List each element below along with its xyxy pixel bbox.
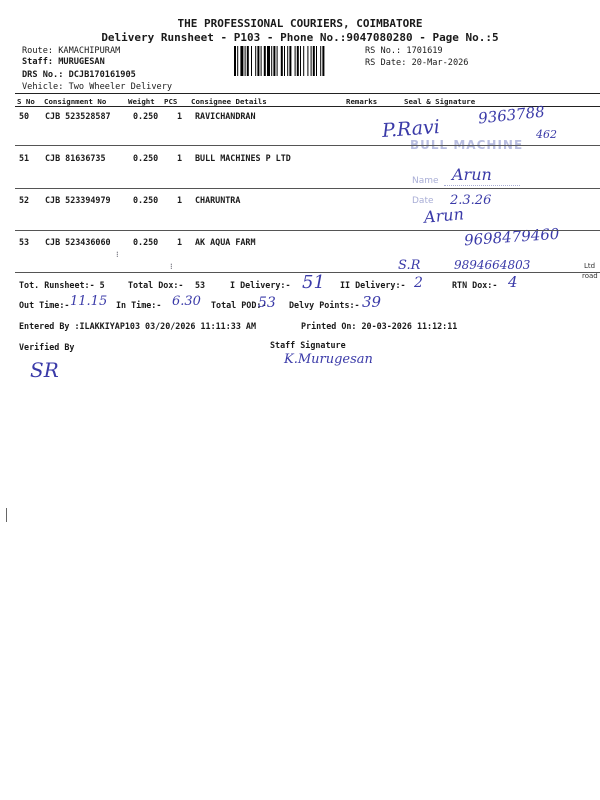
printed-on: Printed On: 20-03-2026 11:12:11 bbox=[301, 321, 458, 331]
rs-date: RS Date: 20-Mar-2026 bbox=[365, 58, 469, 68]
in-time-value: 6.30 bbox=[172, 294, 201, 309]
row-50-consignee: RAVICHANDRAN bbox=[195, 111, 256, 121]
row-52-rule bbox=[15, 230, 600, 231]
row-51-consignee: BULL MACHINES P LTD bbox=[195, 153, 291, 163]
row-50-phone: 9363788 bbox=[477, 102, 546, 128]
staff-label: Staff: MURUGESAN bbox=[22, 57, 105, 67]
out-time-value: 11.15 bbox=[70, 294, 108, 309]
row-51-signature: Arun bbox=[452, 165, 492, 184]
row-50-weight: 0.250 bbox=[133, 111, 159, 121]
ink-marks-2: ⁝ bbox=[170, 262, 173, 271]
row-52-consignee: CHARUNTRA bbox=[195, 195, 241, 205]
barcode-icon bbox=[234, 46, 360, 76]
drs-label: DRS No.: DCJB170161905 bbox=[22, 70, 136, 80]
row-51-weight: 0.250 bbox=[133, 153, 159, 163]
col-remarks: Remarks bbox=[346, 97, 378, 106]
ii-delivery-value: 2 bbox=[414, 275, 423, 291]
row-52-signature: Arun bbox=[423, 204, 465, 227]
row-50-rule bbox=[15, 145, 600, 146]
row-53-signature: S.R bbox=[398, 258, 421, 273]
total-pod-label: Total POD:- bbox=[211, 300, 267, 310]
col-sno: S No bbox=[17, 97, 35, 106]
stamp-name-line bbox=[444, 185, 520, 186]
row-53-sno: 53 bbox=[19, 237, 30, 247]
margin-note: Ltd bbox=[584, 262, 596, 270]
verified-by-signature: SR bbox=[30, 358, 59, 382]
row-50-extra: 462 bbox=[536, 128, 557, 141]
delvy-points-value: 39 bbox=[362, 293, 382, 311]
company-title: THE PROFESSIONAL COURIERS, COIMBATORE bbox=[177, 17, 423, 30]
row-50-pcs: 1 bbox=[177, 111, 183, 121]
runsheet-title: Delivery Runsheet - P103 - Phone No.:9047080280 - Page No.:5 bbox=[101, 31, 499, 44]
row-50-signature: P.Ravi bbox=[381, 116, 441, 142]
row-53-pcs: 1 bbox=[177, 237, 183, 247]
rtn-dox-value: 4 bbox=[508, 273, 518, 291]
col-weight: Weight bbox=[128, 97, 155, 106]
row-51-pcs: 1 bbox=[177, 153, 183, 163]
total-pod-value: 53 bbox=[258, 295, 276, 311]
i-delivery-label: I Delivery:- bbox=[230, 280, 291, 290]
route-label: Route: KAMACHIPURAM bbox=[22, 46, 121, 56]
ink-marks: ⁝ bbox=[116, 250, 119, 259]
entered-by: Entered By :ILAKKIYAP103 03/20/2026 11:11:33 AM bbox=[19, 321, 256, 331]
ii-delivery-label: II Delivery:- bbox=[340, 280, 406, 290]
rtn-dox-label: RTN Dox:- bbox=[452, 280, 498, 290]
col-seal: Seal & Signature bbox=[404, 97, 476, 106]
vehicle-label: Vehicle: Two Wheeler Delivery bbox=[22, 82, 173, 92]
row-50-consignment: CJB 523528587 bbox=[45, 111, 111, 121]
margin-note-2: road bbox=[582, 272, 598, 280]
out-time-label: Out Time:- bbox=[19, 300, 70, 310]
total-dox-value: 53 bbox=[195, 280, 206, 290]
row-53-consignment: CJB 523436060 bbox=[45, 237, 111, 247]
row-52-sno: 52 bbox=[19, 195, 30, 205]
col-pcs: PCS bbox=[164, 97, 178, 106]
row-53-consignee: AK AQUA FARM bbox=[195, 237, 256, 247]
margin-mark bbox=[6, 508, 7, 522]
col-consignee: Consignee Details bbox=[191, 97, 267, 106]
in-time-label: In Time:- bbox=[116, 300, 162, 310]
col-consignment: Consignment No bbox=[44, 97, 107, 106]
tot-runsheet: Tot. Runsheet:- 5 bbox=[19, 280, 105, 290]
row-53-phone: 9894664803 bbox=[454, 258, 531, 272]
delvy-points-label: Delvy Points:- bbox=[289, 300, 360, 310]
staff-signature: K.Murugesan bbox=[284, 352, 373, 367]
company-stamp: BULL MACHINE bbox=[410, 138, 524, 152]
i-delivery-value: 51 bbox=[302, 272, 325, 293]
row-51-consignment: CJB 81636735 bbox=[45, 153, 106, 163]
row-52-weight: 0.250 bbox=[133, 195, 159, 205]
staff-signature-label: Staff Signature bbox=[270, 340, 346, 350]
row-52-pcs: 1 bbox=[177, 195, 183, 205]
row-52-date: 2.3.26 bbox=[450, 193, 492, 208]
stamp-date-label: Date bbox=[412, 196, 434, 206]
row-51-rule bbox=[15, 188, 600, 189]
stamp-name-label: Name bbox=[412, 176, 439, 186]
verified-by-label: Verified By bbox=[19, 342, 75, 352]
rs-number: RS No.: 1701619 bbox=[365, 46, 443, 56]
row-51-sno: 51 bbox=[19, 153, 30, 163]
row-50-sno: 50 bbox=[19, 111, 30, 121]
total-dox-label: Total Dox:- bbox=[128, 280, 184, 290]
header-rule-top bbox=[15, 93, 600, 94]
row-53-weight: 0.250 bbox=[133, 237, 159, 247]
row-52-consignment: CJB 523394979 bbox=[45, 195, 111, 205]
row-52-phone: 9698479460 bbox=[463, 224, 560, 250]
